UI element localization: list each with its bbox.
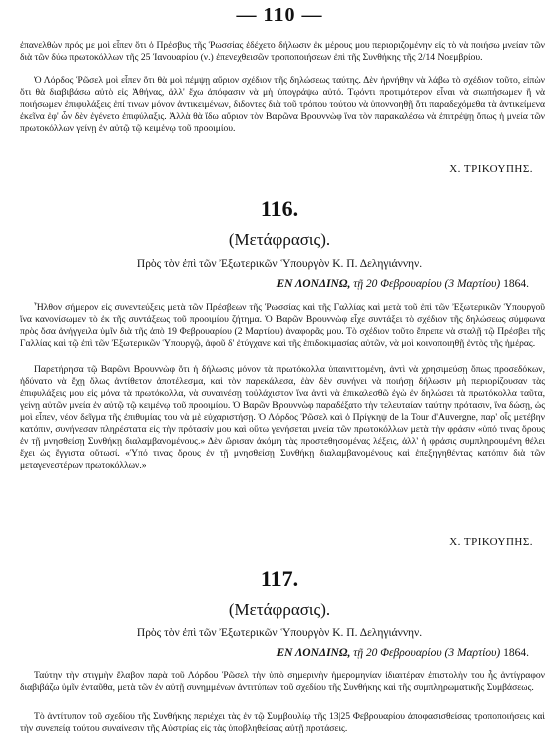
- doc117-recipient: Πρὸς τὸν ἐπὶ τῶν Ἐξωτερικῶν Ὑπουργὸν Κ. Π. Δεληγιάννην.: [136, 627, 423, 639]
- doc117-paragraph-2: Τὸ ἀντίτυπον τοῦ σχεδίου τῆς Συνθήκης περιέχει τὰς ἐν τῷ Συμβουλίῳ τῆς 13|25 Φεβρουαρίου ἀποφασισθείσας τροποποιήσεις καὶ τὴν συνεπείᾳ τούτου συναίνεσιν τῆς Αὐστρίας εἰς τὰς ὑποβληθείσας αὐτῇ προτάσεις.: [20, 711, 545, 734]
- doc116-heading: (Μετάφρασις).: [228, 230, 331, 249]
- doc115-paragraph-1: ἐπανελθὼν πρός με μοὶ εἶπεν ὅτι ὁ Πρέσβυς τῆς Ῥωσσίας ἐδέχετο δήλωσιν ἐκ μέρους μου περιοριζομένην εἰς τὸ νὰ ποιήσω μνείαν τῶν διὰ τῶν δύω πρωτοκόλλων τῆς 25 Ἰανουαρίου (ν.) ἐπενεχθεισῶν τροποποιήσεων ἐπὶ τῆς Συνθήκης τῆς 2/14 Νοεμβρίου.: [20, 40, 545, 63]
- doc116-date: τῇ 20 Φεβρουαρίου (3 Μαρτίου): [353, 278, 501, 290]
- doc115-paragraph-2: Ὁ Λόρδος Ῥῶσελ μοὶ εἶπεν ὅτι θὰ μοὶ πέμψῃ αὔριον σχέδιον τῆς δηλώσεως ταύτης. Δὲν ἠρνήθην νὰ λάβω τὸ σχέδιον τοῦτο, εἰπὼν ὅτι θὰ διαβιβάσω αὐτὸ εἰς Ἀθήνας, ἀλλ' ἔχω ἀπόφασιν νὰ μὴ ὑπογράψω αὐτό. Τῳόντι προτιμότερον εἶναι νὰ σιωπήσωμεν ἢ νὰ ποιήσωμεν ἐπιφυλάξεις ἐπί τινων μόνον ἀντικειμένων, διδοντες διὰ τοῦ τρόπου τούτου νὰ ὑποννοηθῇ ὅτι παραδεχόμεθα τὰ ἀντικείμενα ἐκεῖνα ἐφ' ὧν δὲν ἐγένετο ἐπιφύλαξις. Ἀλλὰ θὰ ἴδω αὔριον τὸν Βαρῶνα Βρουννὼφ ἵνα τὸν παρακαλέσω νὰ ἐπιτρέψῃ ὅπως ἡ μνεία τῶν πρωτοκόλλων γείνῃ ἐν αὐτῷ τῷ κειμένῳ τοῦ προοιμίου.: [20, 75, 545, 134]
- doc115-signature: Χ. ΤΡΙΚΟΥΠΗΣ.: [449, 163, 533, 175]
- doc116-number: 116.: [260, 196, 299, 221]
- doc116-city: ΕΝ ΛΟΝΔΙΝΩ,: [276, 278, 351, 290]
- doc117-number: 117.: [260, 566, 299, 591]
- doc117-heading: (Μετάφρασις).: [228, 600, 331, 619]
- doc117-city: ΕΝ ΛΟΝΔΙΝΩ,: [276, 647, 351, 659]
- doc116-signature: Χ. ΤΡΙΚΟΥΠΗΣ.: [449, 536, 533, 548]
- page-number: — 110 —: [236, 4, 323, 26]
- doc117-dateline: [109, 647, 529, 659]
- doc117-date: τῇ 20 Φεβρουαρίου (3 Μαρτίου): [353, 647, 501, 659]
- doc116-paragraph-1: Ἦλθον σήμερον εἰς συνεντεύξεις μετὰ τῶν Πρέσβεων τῆς Ῥωσσίας καὶ τῆς Γαλλίας καὶ μετὰ τοῦ ἐπὶ τῶν Ἐξωτερικῶν Ὑπουργοῦ ἵνα κανονίσωμεν τὸ ἐκ τῆς συντάξεως τοῦ προοιμίου ζήτημα. Ὁ Βαρῶν Βρουννὼφ εἶχε συντάξει τὸ σχέδιον τῆς δηλώσεως σύμφωνα πρὸς ὅσα ἀνήγγειλα ὑμῖν διὰ τῆς ἀπὸ 19 Φεβρουαρίου (2 Μαρτίου) ἀναφορᾶς μου. Τὸ σχέδιον τοῦτο ἔπρεπε νὰ σταλῇ τῷ Πρέσβει τῆς Γαλλίας καὶ τῷ ἐπὶ τῶν Ἐξωτερικῶν Ὑπουργῷ, ἀφοῦ δ' ἐτύγχανε καὶ τῆς ἐπιδοκιμασίας αὐτῶν, νὰ μοὶ κοινοποιηθῇ ἐντὸς τῆς ἡμέρας.: [20, 302, 545, 349]
- doc117-year: 1864.: [503, 647, 529, 659]
- doc116-paragraph-2: Παρετήρησα τῷ Βαρῶνι Βρουννὼφ ὅτι ἡ δήλωσις μόνον τὰ πρωτόκολλα ὑπαινιττομένη, ἀντὶ νὰ χρησιμεύσῃ ὅπως προσεδόκων, ἠδύνατο νὰ ἔχῃ ὅλως ἀντίθετον ἀποτέλεσμα, καὶ τὸν παρεκάλεσα, ἐὰν δὲν συνήνει νὰ ποιήσῃ δήλωσιν μὴ περιορίζουσαν τὰς ἐπιφυλάξεις μου εἰς μόνα τὰ πρωτόκολλα, νὰ συναινέσῃ τοὐλάχιστον ἵνα ἀντὶ νὰ ἐπικαλεσθῶ ἐγὼ ἐν δηλώσει τὰ πρωτόκολλα ταῦτα, γείνῃ αὐτῶν μνεία ἐν αὐτῷ τῷ κειμένῳ τοῦ προοιμίου. Ὁ Βαρῶν Βρουννὼφ παραδέξατο τὴν τελευταίαν ταύτην πρότασιν, ἵνα δώσῃ, ὡς μοὶ εἶπεν, νέον δεῖγμα τῆς ἐπιθυμίας του νὰ μὲ εὐχαριστήσῃ. Ὁ Λόρδος Ῥῶσελ καὶ ὁ Πρίγκηψ de la Tour d'Auvergne, παρ' οἷς μετέβην κατόπιν, συνήνεσαν πληρέστατα εἰς τὴν πρότασίν μου καὶ οὕτω γενήσεται μνεία τῶν πρωτοκόλλων μετὰ τὴν φράσιν «ὑπό τινας ὅρους ἐν τῇ μνησθείσῃ Συνθήκῃ διαλαμβανομένους.» Δὲν ὥρισαν ἀκόμη τὰς προστεθησομένας λέξεις, ἀλλ' ἡ φράσις συμπληρουμένη θέλει ἔχει ὡς ἔγγιστα οὕτωσί. «Ὑπό τινας ὅρους ἐν τῇ μνησθείσῃ Συνθήκῃ διαλαμβανομένους καὶ ἐπεξηγηθέντας κατόπιν διὰ τῶν μεταγενεστέρων πρωτοκόλλων.»: [20, 364, 545, 471]
- doc116-recipient: Πρὸς τὸν ἐπὶ τῶν Ἐξωτερικῶν Ὑπουργὸν Κ. Π. Δεληγιάννην.: [136, 258, 423, 270]
- doc116-dateline: [109, 278, 529, 290]
- doc116-year: 1864.: [503, 278, 529, 290]
- doc117-paragraph-1: Ταύτην τὴν στιγμὴν ἔλαβον παρὰ τοῦ Λόρδου Ῥῶσελ τὴν ὑπὸ σημερινὴν ἡμερομηνίαν ἰδιαιτέραν ἐπιστολὴν του ἧς ἀντίγραφον διαβιβάζω ὑμῖν ἐνταῦθα, μετὰ τῶν ἐν αὐτῇ συνημμένων ἀντιτύπων τοῦ σχεδίου τῆς Συνθήκης καὶ τῆς συμπληρωματικῆς Συμβάσεως.: [20, 670, 545, 693]
